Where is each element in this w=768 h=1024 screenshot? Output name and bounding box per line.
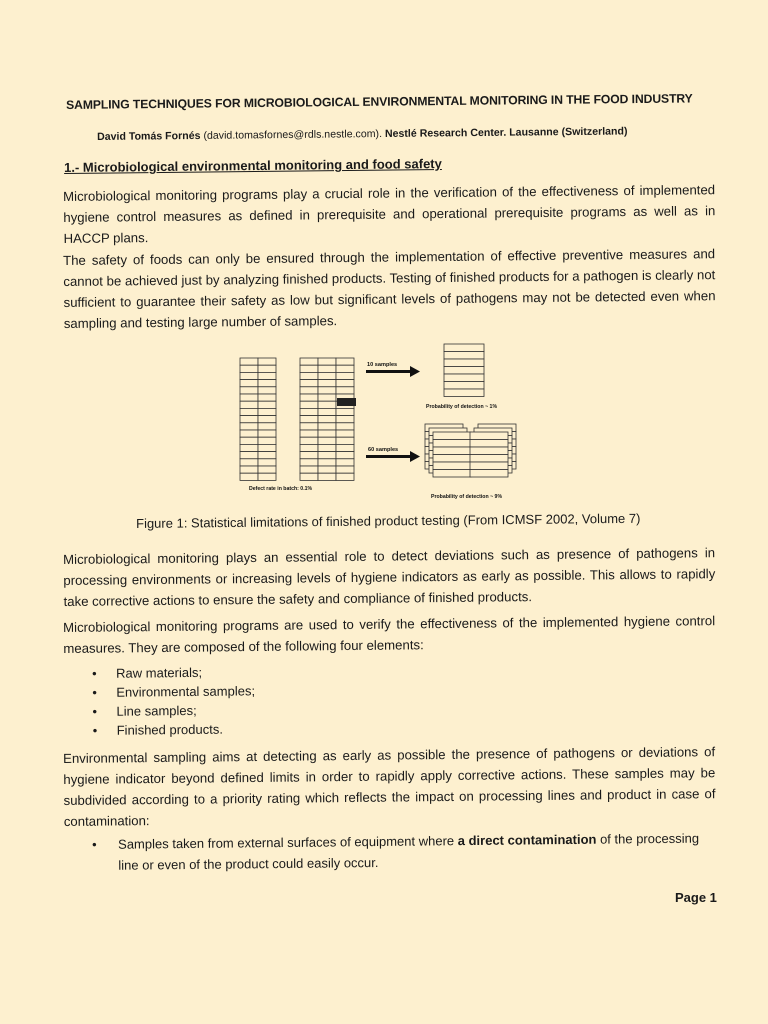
product-box xyxy=(433,462,471,470)
product-box xyxy=(300,444,318,451)
product-box xyxy=(336,452,354,459)
product-box xyxy=(336,358,354,365)
stack-10-samples xyxy=(444,344,484,397)
product-box xyxy=(336,459,354,466)
product-box xyxy=(318,394,336,401)
product-box xyxy=(300,473,318,480)
list-item: • Line samples; xyxy=(92,702,197,719)
label-60-samples: 60 samples xyxy=(368,447,399,453)
product-box xyxy=(258,416,276,423)
paragraph-4: Microbiological monitoring programs are used to verify the effectiveness of the implemented hygiene control measures. They are composed of the following four elements: xyxy=(63,613,716,656)
product-box xyxy=(318,473,336,480)
product-box xyxy=(318,459,336,466)
product-box xyxy=(318,380,336,387)
product-box xyxy=(336,473,354,480)
product-box xyxy=(258,430,276,437)
product-box xyxy=(336,437,354,444)
product-box xyxy=(300,459,318,466)
bullet-icon: • xyxy=(92,684,97,700)
product-box xyxy=(240,394,258,401)
product-box xyxy=(258,444,276,451)
document-title: SAMPLING TECHNIQUES FOR MICROBIOLOGICAL ENVIRONMENTAL MONITORING IN THE FOOD INDUSTRY xyxy=(66,91,693,112)
product-box xyxy=(240,365,258,372)
product-box xyxy=(318,358,336,365)
product-box xyxy=(258,372,276,379)
product-box xyxy=(258,459,276,466)
list-item: • Finished products. xyxy=(92,721,224,738)
bullet-icon: • xyxy=(92,836,97,852)
product-box xyxy=(300,430,318,437)
stack-60-samples xyxy=(425,424,516,477)
product-box xyxy=(300,380,318,387)
product-box xyxy=(318,401,336,408)
product-box xyxy=(300,408,318,415)
product-box xyxy=(470,447,508,455)
batch-stack-left xyxy=(240,358,354,480)
product-box xyxy=(318,416,336,423)
list-item: • Environmental samples; xyxy=(92,683,256,700)
product-box xyxy=(336,430,354,437)
author-email: (david.tomasfornes@rdls.nestle.com). xyxy=(203,128,383,142)
product-box xyxy=(470,440,508,448)
product-box xyxy=(300,358,318,365)
product-box xyxy=(240,452,258,459)
product-box xyxy=(444,367,484,375)
product-box xyxy=(240,437,258,444)
product-box xyxy=(240,372,258,379)
product-box xyxy=(318,387,336,394)
product-box xyxy=(300,401,318,408)
emphasis-text: a direct contamination xyxy=(457,831,597,849)
product-box xyxy=(300,452,318,459)
product-box xyxy=(470,455,508,463)
product-box xyxy=(444,382,484,390)
product-box xyxy=(300,394,318,401)
product-box xyxy=(336,387,354,394)
product-box xyxy=(444,359,484,367)
section-heading: 1.- Microbiological environmental monitoring and food safety xyxy=(64,156,442,175)
page-number: Page 1 xyxy=(675,890,717,905)
list-item: • Raw materials; xyxy=(92,664,203,681)
product-box xyxy=(258,452,276,459)
product-box xyxy=(318,408,336,415)
product-box xyxy=(240,408,258,415)
product-box xyxy=(336,408,354,415)
product-box xyxy=(258,401,276,408)
product-box xyxy=(318,372,336,379)
product-box xyxy=(433,447,471,455)
paragraph-1: Microbiological monitoring programs play a crucial role in the verification of the effectiveness of implemented hygiene control measures as defined in prerequisite and operational prerequisite programs as well as in HACCP plans. xyxy=(63,182,716,246)
bullet-icon: • xyxy=(92,703,98,719)
product-box xyxy=(300,365,318,372)
product-box xyxy=(258,394,276,401)
product-box xyxy=(240,430,258,437)
product-box xyxy=(336,466,354,473)
defect-rate-label: Defect rate in batch: 0.1% xyxy=(249,486,313,492)
product-box xyxy=(300,372,318,379)
paragraph-3: Microbiological monitoring plays an essential role to detect deviations such as presence of pathogens in processing environments or increasing levels of hygiene indicators as early as possible. This allows to rapidly take corrective actions to ensure the safety and compliance of finished products. xyxy=(63,545,716,609)
bullet-icon: • xyxy=(92,722,98,738)
product-box xyxy=(433,470,471,478)
product-box xyxy=(240,444,258,451)
product-box xyxy=(258,423,276,430)
product-box xyxy=(240,423,258,430)
product-box xyxy=(470,432,508,440)
product-box xyxy=(444,374,484,382)
product-box xyxy=(336,380,354,387)
product-box xyxy=(470,470,508,478)
product-box xyxy=(318,466,336,473)
product-box xyxy=(318,423,336,430)
bullet-icon: • xyxy=(92,665,97,681)
product-box xyxy=(258,466,276,473)
defect-highlight xyxy=(337,398,356,406)
product-box xyxy=(336,416,354,423)
sampling-figure xyxy=(236,336,536,508)
figure-caption: Figure 1: Statistical limitations of finished product testing (From ICMSF 2002, Volume 7) xyxy=(136,510,641,531)
product-box xyxy=(336,423,354,430)
product-box xyxy=(240,380,258,387)
product-box xyxy=(444,352,484,360)
author-line xyxy=(97,125,697,143)
product-box xyxy=(336,365,354,372)
product-box xyxy=(300,437,318,444)
product-box xyxy=(258,365,276,372)
product-box xyxy=(240,459,258,466)
product-box xyxy=(470,462,508,470)
elements-list xyxy=(92,662,256,740)
product-box xyxy=(433,455,471,463)
paragraph-2: The safety of foods can only be ensured through the implementation of effective preventive measures and cannot be achieved just by analyzing finished products. Testing of finished products for a pathogen is clearly not sufficient to guarantee their safety as low but significant levels of pathogens may not be detected even when sampling and testing large number of samples. xyxy=(63,246,716,331)
priority-list-item: • Samples taken from external surfaces of equipment where a direct contamination of the processing line or even of the product could easily occur. xyxy=(92,830,700,873)
product-box xyxy=(444,389,484,397)
product-box xyxy=(258,437,276,444)
product-box xyxy=(258,358,276,365)
product-box xyxy=(318,365,336,372)
product-box xyxy=(318,452,336,459)
product-box xyxy=(300,387,318,394)
product-box xyxy=(240,473,258,480)
product-box xyxy=(300,466,318,473)
product-box xyxy=(240,416,258,423)
author-name: David Tomás Fornés xyxy=(97,129,201,143)
product-box xyxy=(318,430,336,437)
product-box xyxy=(318,444,336,451)
product-box xyxy=(240,401,258,408)
product-box xyxy=(240,358,258,365)
paragraph-5: Environmental sampling aims at detecting as early as possible the presence of pathogens or deviations of hygiene indicator beyond defined limits in order to rapidly apply corrective actions. These samples may be subdivided according to a priority rating which reflects the impact on processing lines and product in case of contamination: xyxy=(63,744,716,829)
probability-label-1: Probability of detection ~ 1% xyxy=(426,404,498,410)
product-box xyxy=(240,466,258,473)
product-box xyxy=(336,444,354,451)
product-box xyxy=(258,408,276,415)
product-box xyxy=(240,387,258,394)
product-box xyxy=(444,344,484,352)
product-box xyxy=(258,387,276,394)
product-box xyxy=(300,416,318,423)
product-box xyxy=(258,380,276,387)
product-box xyxy=(258,473,276,480)
label-10-samples: 10 samples xyxy=(367,362,398,368)
product-box xyxy=(318,437,336,444)
product-box xyxy=(433,440,471,448)
product-box xyxy=(300,423,318,430)
author-affiliation: Nestlé Research Center. Lausanne (Switzerland) xyxy=(384,125,628,140)
product-box xyxy=(433,432,471,440)
product-box xyxy=(336,372,354,379)
probability-label-2: Probability of detection ~ 9% xyxy=(431,494,503,500)
